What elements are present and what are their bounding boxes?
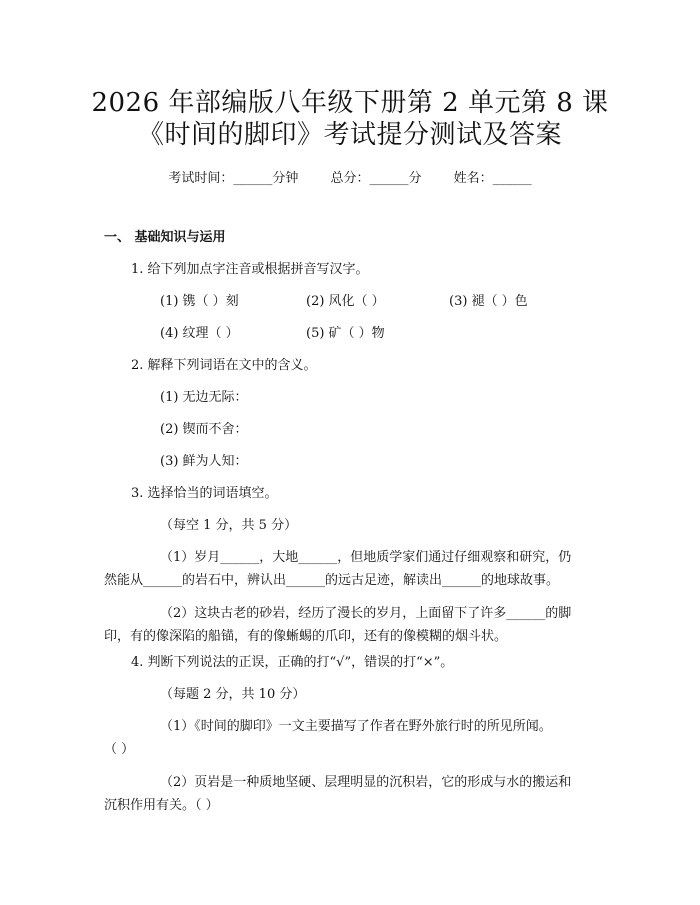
- q4-score-note: （每题 2 分，共 10 分）: [160, 687, 306, 702]
- q4-statement-1-line-2: （ ）: [104, 742, 135, 757]
- student-name: 姓名：______: [453, 171, 532, 186]
- q4-statement-1-line-1: （1）《时间的脚印》一文主要描写了作者在野外旅行时的所见所闻。: [160, 719, 552, 734]
- q3-paragraph-1-line-2: 然能从______的岩石中，辨认出______的远古足迹，解读出______的地球故事。: [104, 573, 560, 588]
- q4-statement-2-line-1: （2）页岩是一种质地坚硬、层理明显的沉积岩，它的形成与水的搬运和: [160, 775, 572, 790]
- q3-score-note: （每空 1 分，共 5 分）: [160, 518, 298, 533]
- question-2-stem: 2. 解释下列词语在文中的含义。: [131, 358, 317, 373]
- q3-paragraph-1-line-1: （1）岁月______，大地______，但地质学家们通过仔细观察和研究，仍: [160, 550, 572, 565]
- q2-item-3: (3) 鲜为人知：: [160, 454, 248, 469]
- title-line-1: 2026 年部编版八年级下册第 2 单元第 8 课: [91, 88, 609, 118]
- question-4-stem: 4. 判断下列说法的正误，正确的打“√”，错误的打“×”。: [131, 655, 454, 670]
- q3-paragraph-2-line-2: 印，有的像深陷的船锚，有的像蜥蜴的爪印，还有的像模糊的烟斗状。: [104, 629, 508, 644]
- section-heading: 一、 基础知识与运用: [104, 230, 226, 245]
- q2-item-1: (1) 无边无际：: [160, 390, 248, 405]
- question-3-stem: 3. 选择恰当的词语填空。: [131, 486, 278, 501]
- q1-item-4: (4) 纹理（ ）: [160, 326, 239, 341]
- total-score: 总分：______分: [330, 171, 422, 186]
- q1-item-3: (3) 褪（ ）色: [449, 294, 528, 309]
- q3-paragraph-2-line-1: （2）这块古老的砂岩，经历了漫长的岁月，上面留下了许多______的脚: [160, 606, 572, 621]
- exam-time: 考试时间：______分钟: [168, 171, 299, 186]
- q4-statement-2-line-2: 沉积作用有关。（ ）: [104, 798, 219, 813]
- q1-item-5: (5) 矿（ ）物: [306, 326, 385, 341]
- q1-item-1: (1) 镌（ ）刻: [160, 294, 239, 309]
- exam-meta: [0, 170, 700, 188]
- q2-item-2: (2) 锲而不舍：: [160, 422, 248, 437]
- question-1-stem: 1. 给下列加点字注音或根据拼音写汉字。: [131, 262, 369, 277]
- q1-item-2: (2) 风化（ ）: [306, 294, 385, 309]
- title-line-2: 《时间的脚印》考试提分测试及答案: [137, 120, 562, 150]
